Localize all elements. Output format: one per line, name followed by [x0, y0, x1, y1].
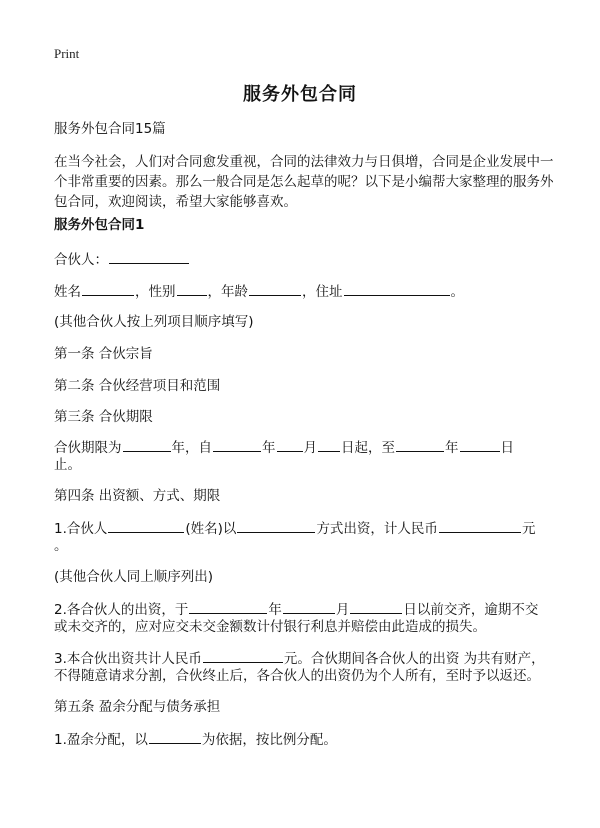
c1-prefix: 1.合伙人 [54, 521, 108, 537]
address-blank [344, 281, 450, 296]
subtitle: 服务外包合同15篇 [54, 121, 166, 137]
gender-blank [177, 281, 207, 296]
term-year-label: 年，自 [171, 440, 212, 456]
c2-month-label: 月 [335, 602, 350, 618]
gender-label: ，性别 [135, 284, 176, 300]
c1-amount-blank [439, 518, 521, 533]
c3-rest: 元。合伙期间各合伙人的出资 为共有财产， [283, 651, 545, 667]
age-label: ，年龄 [207, 284, 248, 300]
from-day-label: 日起，至 [341, 440, 395, 456]
from-year-label: 年 [262, 440, 276, 456]
c4-basis-blank [149, 729, 201, 744]
c1-name-blank [108, 518, 184, 533]
partner-label: 合伙人： [54, 252, 108, 268]
term-years-blank [123, 437, 171, 452]
from-day-blank [318, 437, 340, 452]
article-5: 第五条 盈余分配与债务承担 [54, 699, 221, 715]
to-year-label: 年 [445, 440, 459, 456]
article-4: 第四条 出资额、方式、期限 [54, 488, 221, 504]
name-blank [82, 281, 134, 296]
from-month-blank [277, 437, 303, 452]
c1-yuan-label: 元 [521, 521, 536, 537]
c2-month-blank [283, 599, 335, 614]
article-1: 第一条 合伙宗旨 [54, 346, 153, 362]
c3-amount-blank [203, 648, 283, 663]
article-3: 第三条 合伙期限 [54, 409, 153, 425]
partner-blank [109, 249, 189, 264]
to-day-blank [460, 437, 500, 452]
term-clause [54, 437, 554, 458]
c1-method-blank [237, 518, 315, 533]
name-label: 姓名 [54, 284, 81, 300]
c1-name-tag: (姓名)以 [185, 521, 237, 537]
from-year-blank [213, 437, 261, 452]
intro-paragraph: 在当今社会，人们对合同愈发重视，合同的法律效力与日俱增，合同是企业发展中一个非常重要的因素。那么一般合同是怎么起草的呢？以下是小编帮大家整理的服务外包合同，欢迎阅读，希望大家能够喜欢。 [54, 154, 554, 210]
term-prefix: 合伙期限为 [54, 440, 122, 456]
to-year-blank [396, 437, 444, 452]
period: 。 [450, 284, 464, 300]
contribution-clause-3 [54, 648, 554, 669]
c2-year-label: 年 [268, 602, 282, 618]
c2-year-blank [189, 599, 267, 614]
to-day-label: 日 [500, 440, 514, 456]
c3-prefix: 3.本合伙出资共计人民币 [54, 651, 202, 667]
c2-day-blank [350, 599, 402, 614]
document-title: 服务外包合同 [243, 84, 357, 105]
contribution-clause-2-line2: 或未交齐的，应对应交未交金额数计付银行利息并赔偿由此造成的损失。 [54, 619, 486, 635]
from-month-label: 月 [303, 440, 317, 456]
profit-clause-1 [54, 729, 554, 750]
contribution-clause-2 [54, 599, 554, 620]
other-partners-note-2: (其他合伙人同上顺序列出) [54, 569, 214, 585]
age-blank [249, 281, 301, 296]
address-label: ，住址 [302, 284, 343, 300]
personal-info-line [54, 281, 554, 302]
contribution-clause-3-line2: 不得随意请求分割，合伙终止后，各合伙人的出资仍为个人所有，至时予以返还。 [54, 668, 540, 684]
c4-prefix: 1.盈余分配，以 [54, 732, 148, 748]
c2-prefix: 2.各合伙人的出资，于 [54, 602, 189, 618]
c2-rest: 日以前交齐，逾期不交 [403, 602, 539, 618]
c4-rest: 为依据，按比例分配。 [201, 732, 337, 748]
partner-line [54, 249, 554, 270]
article-2: 第二条 合伙经营项目和范围 [54, 378, 221, 394]
c1-method-label: 方式出资，计人民币 [316, 521, 438, 537]
contribution-clause-1-end: 。 [54, 538, 68, 554]
print-link[interactable]: Print [54, 46, 80, 61]
term-clause-end: 止。 [54, 457, 81, 473]
section-title: 服务外包合同1 [54, 217, 145, 233]
contribution-clause-1 [54, 518, 554, 539]
other-partners-note: (其他合伙人按上列项目顺序填写) [54, 314, 254, 330]
